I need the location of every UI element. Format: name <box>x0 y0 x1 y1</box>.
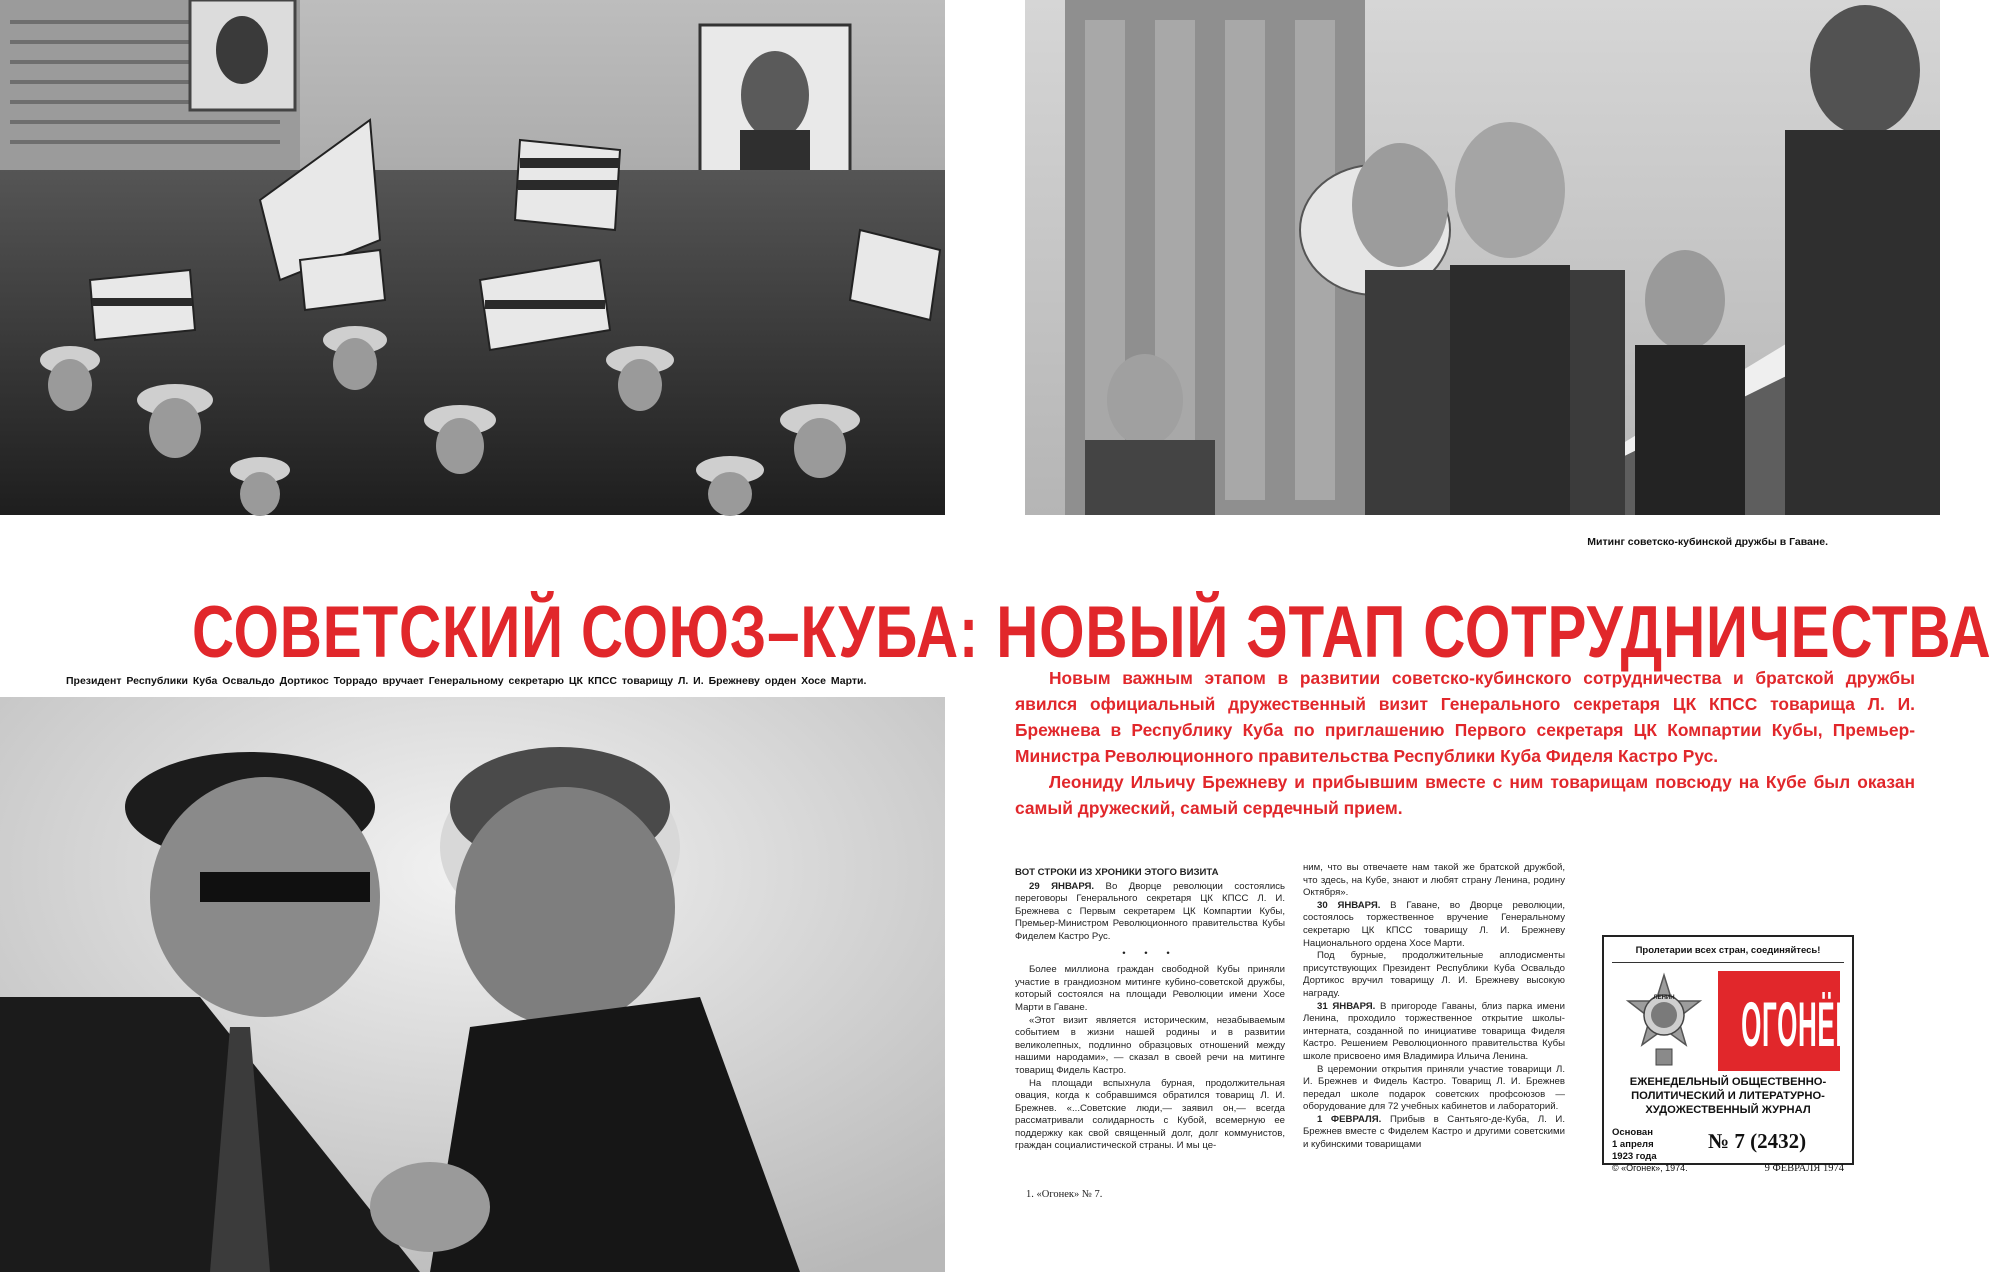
lead-paragraph-2: Леониду Ильичу Брежневу и прибывшим вместе с ним товарищам повсюду на Кубе был оказан самый дружеский, самый сердечный прием. <box>1015 772 1915 818</box>
chronicle-entry <box>1015 881 1285 944</box>
tribune-caption: Митинг советско-кубинской дружбы в Гаване. <box>1587 536 1828 548</box>
chronicle-heading: ВОТ СТРОКИ ИЗ ХРОНИКИ ЭТОГО ВИЗИТА <box>1015 867 1219 878</box>
masthead-descriptor: ЕЖЕНЕДЕЛЬНЫЙ ОБЩЕСТВЕННО-ПОЛИТИЧЕСКИЙ И ЛИТЕРАТУРНО-ХУДОЖЕСТВЕННЫЙ ЖУРНАЛ <box>1629 1076 1827 1116</box>
chronicle-entry <box>1303 1001 1565 1064</box>
chronicle-paragraph: ним, что вы отвечаете нам такой же братской дружбой, что здесь, на Кубе, знают и любят страну Ленина, родину Октября». <box>1303 862 1565 899</box>
chronicle-paragraph: «Этот визит является историческим, незабываемым событием в жизни нашей родины и в развитии великолепных, подлинно образцовых отношений между нашими народами», — сказал в своей речи на митинге товарищ Фидель Кастро. <box>1015 1014 1285 1076</box>
chronicle-date: 1 ФЕВРАЛЯ. <box>1317 1113 1382 1125</box>
founded-line: 1923 года <box>1612 1151 1657 1162</box>
founded-line: 1 апреля <box>1612 1139 1654 1150</box>
order-of-lenin-emblem-icon <box>1620 971 1708 1071</box>
chronicle-paragraph: На площади вспыхнула бурная, продолжительная овация, когда к собравшимся обратился товарищ Л. И. Брежнев. «...Советские люди,— заявил он,— всегда рассматривали солидарность с Кубой, всемерную ее поддержку как свой священный долг, долг коммунистов, граждан социалистической страны. И мы це- <box>1015 1077 1285 1152</box>
masthead-slogan: Пролетарии всех стран, соединяйтесь! <box>1635 945 1821 956</box>
rally-photo <box>0 0 945 515</box>
award-photo <box>0 697 945 1272</box>
chronicle-text: В Гаване, во Дворце революции, состоялось торжественное вручение Генеральному секретарю ЦК КПСС товарищу Л. И. Брежневу Национального ордена Хосе Марти. <box>1303 899 1565 949</box>
chronicle-column-1 <box>1015 867 1285 1187</box>
chronicle-paragraph: Под бурные, продолжительные аплодисменты присутствующих Президент Республики Куба Освальдо Дортикос вручил товарищу Л. И. Брежневу высокую награду. <box>1303 950 1565 999</box>
issue-number: № 7 (2432) <box>1708 1129 1807 1153</box>
chronicle-date: 29 ЯНВАРЯ. <box>1029 880 1095 892</box>
chronicle-entry <box>1303 900 1565 950</box>
section-separator: • • • <box>1122 947 1178 959</box>
award-caption: Президент Республики Куба Освальдо Дортикос Торрадо вручает Генеральному секретарю ЦК КПСС товарищу Л. И. Брежневу орден Хосе Марти. <box>66 675 867 687</box>
founded-line: Основан <box>1612 1127 1653 1138</box>
issue-date: 9 ФЕВРАЛЯ 1974 <box>1764 1163 1844 1174</box>
lead-paragraph-1: Новым важным этапом в развитии советско-кубинского сотрудничества и братской дружбы явился официальный дружественный визит Генерального секретаря ЦК КПСС товарища Л. И. Брежнева в Республику Куба по приглашению Первого секретаря ЦК Компартии Кубы, Премьер-Министра Революционного правительства Республики Куба Фиделя Кастро Рус. <box>1015 668 1915 766</box>
chronicle-text: Прибыв в Сантьяго-де-Куба, Л. И. Брежнев вместе с Фиделем Кастро и другими советскими и кубинскими товарищами <box>1303 1113 1565 1151</box>
emblem-label: ЛЕНИН <box>1653 995 1675 1001</box>
chronicle-column-2 <box>1303 862 1565 1180</box>
page-footnote: 1. «Огонек» № 7. <box>1026 1189 1103 1200</box>
chronicle-date: 31 ЯНВАРЯ. <box>1317 1000 1376 1012</box>
ogonek-logo <box>1718 971 1852 1071</box>
masthead-divider <box>1612 962 1844 963</box>
chronicle-paragraph: Более миллиона граждан свободной Кубы приняли участие в грандиозном митинге кубино-советской дружбы, который состоялся на площади Революции имени Хосе Марти в Гаване. <box>1015 964 1285 1013</box>
logo-text: ОГОНЁК <box>1741 989 1852 1060</box>
chronicle-text: В пригороде Гаваны, близ парка имени Ленина, проходило торжественное открытие школы-интерната, созданной по инициативе товарища Фиделя Кастро. Решением Революционного правительства Кубы школе присвоено имя Владимира Ильича Ленина. <box>1303 1000 1566 1062</box>
lead-paragraphs <box>1015 665 1915 821</box>
founded-info <box>1612 1127 1657 1163</box>
tribune-photo <box>1025 0 1940 515</box>
chronicle-paragraph: В церемонии открытия приняли участие товарищи Л. И. Брежнев и Фидель Кастро. Товарищ Л. И. Брежнев передал школе подарок советских профсоюзов — оборудование для 72 учебных кабинетов и лабораторий. <box>1303 1063 1565 1113</box>
headline: СОВЕТСКИЙ СОЮЗ–КУБА: НОВЫЙ ЭТАП СОТРУДНИЧЕСТВА <box>192 591 1991 673</box>
chronicle-date: 30 ЯНВАРЯ. <box>1317 899 1381 911</box>
copyright: © «Огонек», 1974. <box>1612 1163 1688 1173</box>
chronicle-text: Во Дворце революции состоялись переговоры Генерального секретаря ЦК КПСС Л. И. Брежнева с Первым секретарем ЦК Компартии Кубы, Премьер-Министром Революционного правительства Кубы Фиделем Кастро Рус. <box>1015 880 1285 942</box>
chronicle-entry <box>1303 1114 1565 1152</box>
magazine-masthead <box>1602 935 1854 1174</box>
